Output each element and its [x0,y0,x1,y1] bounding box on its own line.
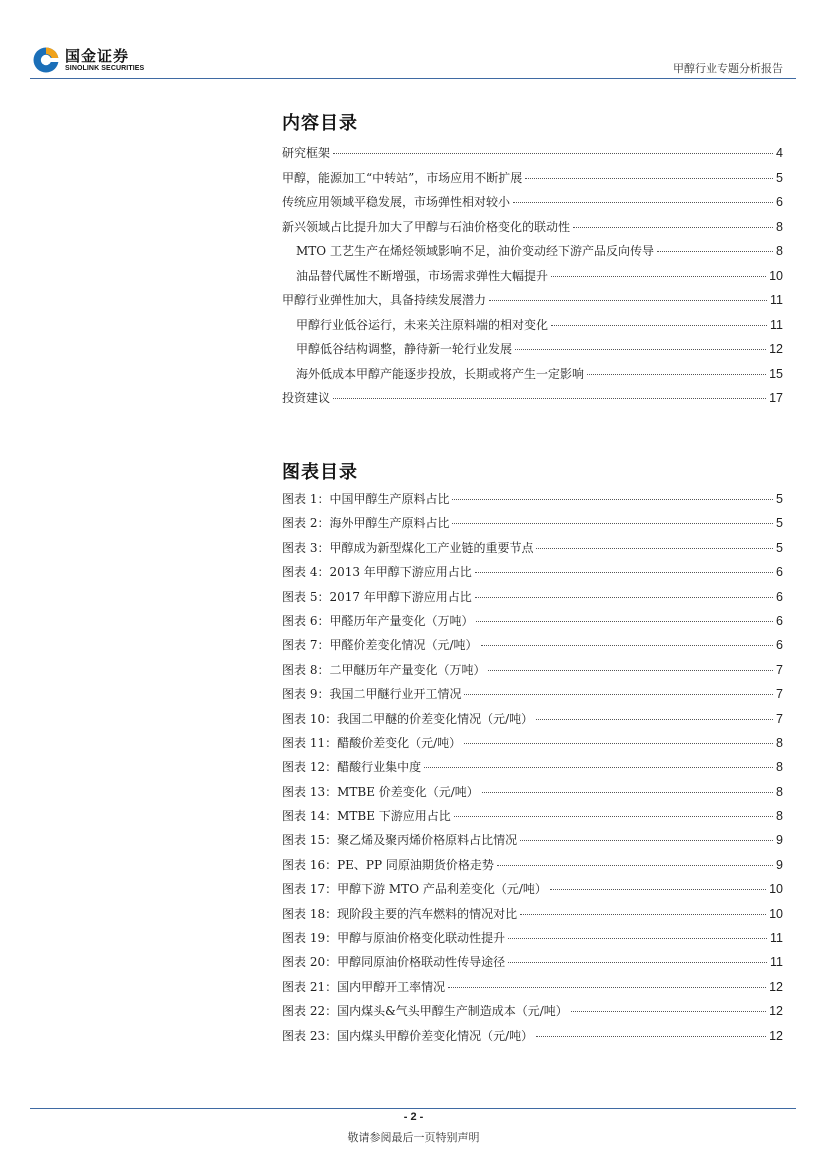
toc-entry-label: 甲醇行业弹性加大，具备持续发展潜力 [282,293,487,307]
content-toc-list [282,144,783,414]
figure-toc-entry[interactable] [282,905,783,929]
figure-toc-entry[interactable] [282,783,783,807]
toc-entry-label: 投资建议 [282,391,331,405]
toc-page-number: 17 [769,391,783,405]
toc-page-number: 5 [776,170,783,185]
page-header [0,0,827,80]
toc-entry-label: 图表 4：2013 年甲醇下游应用占比 [282,565,472,580]
toc-entry-label: 图表 9：我国二甲醚行业开工情况 [282,687,462,702]
toc-dot-leader [454,816,773,817]
toc-entry-label: 甲醇，能源加工“中转站”，市场应用不断扩展 [282,170,523,185]
toc-dot-leader [452,499,773,500]
toc-entry-label: 图表 14：MTBE 下游应用占比 [282,809,451,824]
toc-entry-label: 图表 21：国内甲醇开工率情况 [282,979,446,994]
toc-page-number: 9 [776,857,783,872]
content-toc-entry[interactable] [282,144,783,169]
toc-entry-label: 图表 18：现阶段主要的汽车燃料的情况对比 [282,906,518,921]
content-toc-entry[interactable] [282,316,783,341]
footer-disclaimer: 敬请参阅最后一页特别声明 [347,1131,480,1144]
figure-toc-entry[interactable] [282,1002,783,1026]
figure-toc-list [282,490,783,1051]
figure-toc-entry[interactable] [282,661,783,685]
toc-dot-leader [536,719,773,720]
toc-page-number: 7 [776,711,783,726]
figure-toc-entry[interactable] [282,563,783,587]
toc-dot-leader [333,153,773,154]
figure-toc-entry[interactable] [282,636,783,660]
toc-dot-leader [475,572,773,573]
figure-toc-entry[interactable] [282,514,783,538]
toc-page-number: 12 [769,342,783,356]
toc-page-number: 11 [770,931,783,946]
toc-page-number: 10 [769,906,783,921]
toc-page-number: 12 [769,1028,783,1043]
toc-page-number: 11 [770,317,783,332]
toc-dot-leader [536,548,773,549]
toc-page-number: 5 [776,492,783,506]
toc-dot-leader [515,349,766,350]
toc-entry-label: 甲醇行业低谷运行，未来关注原料端的相对变化 [296,317,549,332]
toc-page-number: 6 [776,195,783,209]
toc-entry-label: 图表 6：甲醛历年产量变化（万吨） [282,613,474,628]
toc-entry-label: 图表 13：MTBE 价差变化（元/吨） [282,784,479,799]
toc-entry-label: 甲醇低谷结构调整，静待新一轮行业发展 [296,342,513,356]
toc-entry-label: 图表 8：二甲醚历年产量变化（万吨） [282,662,486,677]
toc-entry-label: 图表 17：甲醇下游 MTO 产品利差变化（元/吨） [282,882,547,897]
toc-dot-leader [550,889,766,890]
content-toc-entry[interactable] [282,340,783,365]
toc-page-number: 12 [769,979,783,994]
toc-dot-leader [475,597,773,598]
toc-page-number: 7 [776,687,783,702]
toc-page-number: 8 [776,784,783,799]
page-number: - 2 - [403,1111,424,1123]
toc-page-number: 5 [776,540,783,555]
toc-entry-label: 图表 16：PE、PP 同原油期货价格走势 [282,857,494,872]
toc-dot-leader [464,694,773,695]
toc-entry-label: 图表 19：甲醇与原油价格变化联动性提升 [282,931,506,946]
toc-entry-label: 图表 23：国内煤头甲醇价差变化情况（元/吨） [282,1028,534,1043]
toc-dot-leader [476,621,773,622]
content-toc-entry[interactable] [282,267,783,292]
figure-toc-entry[interactable] [282,807,783,831]
figure-toc-entry[interactable] [282,929,783,953]
toc-page-number: 8 [776,219,783,234]
toc-dot-leader [452,523,773,524]
toc-dot-leader [551,276,766,277]
toc-page-number: 10 [769,268,783,283]
content-toc-entry[interactable] [282,365,783,390]
toc-page-number: 8 [776,809,783,824]
toc-entry-label: 图表 3：甲醇成为新型煤化工产业链的重要节点 [282,540,534,555]
toc-page-number: 8 [776,760,783,775]
content-toc-entry[interactable] [282,242,783,267]
toc-entry-label: 图表 20：甲醇同原油价格联动性传导途径 [282,955,506,970]
logo-english-name: SINOLINK SECURITIES [65,64,145,72]
toc-dot-leader [508,938,767,939]
toc-dot-leader [488,670,773,671]
content-toc-entry[interactable] [282,169,783,194]
toc-entry-label: 图表 12：醋酸行业集中度 [282,760,422,775]
toc-entry-label: 图表 10：我国二甲醚的价差变化情况（元/吨） [282,711,534,726]
toc-dot-leader [481,645,774,646]
content-toc-entry[interactable] [282,193,783,218]
toc-entry-label: 新兴领域占比提升加大了甲醇与石油价格变化的联动性 [282,219,571,234]
logo-chinese-name: 国金证券 [65,46,130,65]
toc-entry-label: 图表 1：中国甲醇生产原料占比 [282,492,450,506]
toc-page-number: 6 [776,613,783,628]
toc-dot-leader [508,962,767,963]
sinolink-logo-icon [32,46,60,74]
toc-entry-label: 研究框架 [282,146,331,160]
toc-entry-label: 海外低成本甲醇产能逐步投放，长期或将产生一定影响 [296,366,585,381]
toc-page-number: 6 [776,565,783,580]
toc-page-number: 10 [769,882,783,897]
toc-page-number: 6 [776,589,783,604]
toc-entry-label: 图表 5：2017 年甲醇下游应用占比 [282,589,472,604]
toc-page-number: 7 [776,662,783,677]
toc-page-number: 6 [776,638,783,653]
figure-toc-entry[interactable] [282,734,783,758]
toc-dot-leader [333,398,766,399]
toc-dot-leader [482,792,773,793]
toc-dot-leader [520,840,773,841]
content-toc-entry[interactable] [282,218,783,243]
toc-dot-leader [489,300,767,301]
figure-toc-entry[interactable] [282,758,783,782]
figure-toc-entry[interactable] [282,856,783,880]
toc-dot-leader [497,865,773,866]
toc-page-number: 8 [776,244,783,258]
figure-toc-entry[interactable] [282,612,783,636]
toc-entry-label: 传统应用领域平稳发展，市场弹性相对较小 [282,195,511,209]
toc-dot-leader [536,1036,766,1037]
figure-toc-entry[interactable] [282,588,783,612]
toc-page-number: 12 [769,1004,783,1019]
report-title: 甲醇行业专题分析报告 [673,62,783,75]
content-toc-title: 内容目录 [282,113,358,134]
toc-dot-leader [448,987,766,988]
figure-toc-entry[interactable] [282,831,783,855]
toc-dot-leader [424,767,773,768]
toc-dot-leader [657,251,773,252]
toc-page-number: 15 [769,366,783,381]
toc-dot-leader [551,325,767,326]
toc-dot-leader [571,1011,766,1012]
figure-toc-entry[interactable] [282,953,783,977]
figure-toc-entry[interactable] [282,1027,783,1051]
figure-toc-entry[interactable] [282,978,783,1002]
figure-toc-entry[interactable] [282,710,783,734]
toc-entry-label: 图表 11：醋酸价差变化（元/吨） [282,735,462,750]
toc-page-number: 11 [770,955,783,970]
toc-entry-label: MTO 工艺生产在烯烃领域影响不足，油价变动经下游产品反向传导 [296,244,654,258]
toc-page-number: 5 [776,516,783,531]
toc-page-number: 11 [770,293,783,307]
toc-dot-leader [520,914,766,915]
footer-divider [30,1108,796,1109]
content-toc-entry[interactable] [282,291,783,316]
figure-toc-entry[interactable] [282,880,783,904]
figure-toc-entry[interactable] [282,490,783,514]
toc-entry-label: 图表 15：聚乙烯及聚丙烯价格原料占比情况 [282,833,518,848]
figure-toc-entry[interactable] [282,685,783,709]
figure-toc-title: 图表目录 [282,462,358,483]
toc-dot-leader [573,227,773,228]
toc-entry-label: 油品替代属性不断增强，市场需求弹性大幅提升 [296,268,549,283]
toc-entry-label: 图表 22：国内煤头&气头甲醇生产制造成本（元/吨） [282,1004,568,1019]
content-toc-entry[interactable] [282,389,783,414]
toc-dot-leader [525,178,773,179]
toc-entry-label: 图表 2：海外甲醇生产原料占比 [282,516,450,531]
toc-dot-leader [587,374,766,375]
toc-page-number: 8 [776,735,783,750]
company-logo [32,46,144,74]
toc-page-number: 4 [776,146,783,160]
toc-dot-leader [464,743,773,744]
figure-toc-entry[interactable] [282,539,783,563]
header-divider [30,78,796,79]
toc-page-number: 9 [776,833,783,848]
toc-entry-label: 图表 7：甲醛价差变化情况（元/吨） [282,638,478,653]
toc-dot-leader [513,202,773,203]
